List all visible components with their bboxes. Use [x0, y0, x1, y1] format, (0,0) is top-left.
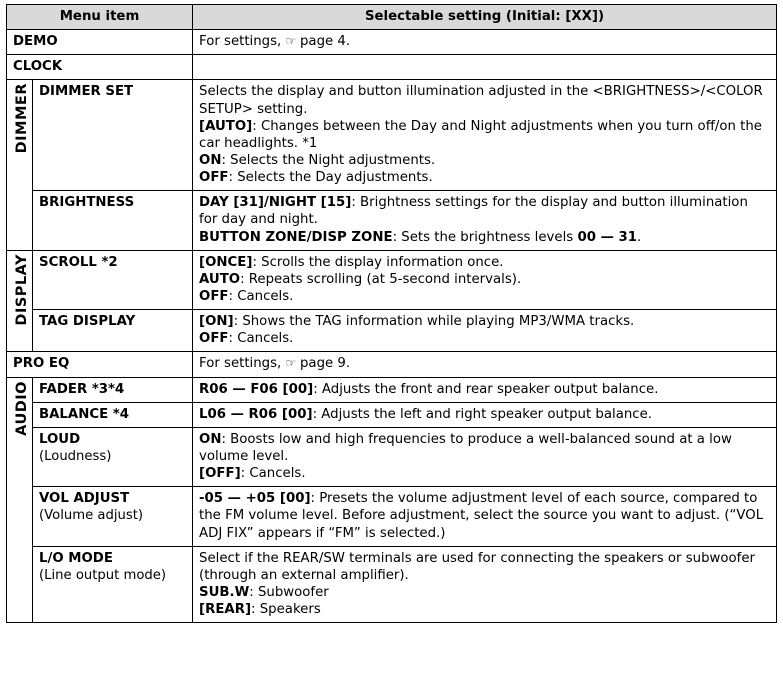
setting-vol-adjust: -05 — +05 [00]: Presets the volume adjustment level of each source, compared to the FM volume level. Before adjustment, select the source you want to adjust. (“VOL ADJ FIX” appears if “FM” is selected.)	[193, 487, 777, 546]
menu-item-label: DEMO	[13, 34, 58, 50]
setting-lo-mode: Select if the REAR/SW terminals are used for connecting the speakers or subwoofer (through an external amplifier). SUB.W: Subwoofer [REAR]: Speakers	[193, 546, 777, 623]
menu-item-sublabel: (Loudness)	[39, 448, 112, 464]
menu-item-label: L/O MODE	[39, 550, 113, 566]
table-header-row	[7, 5, 777, 30]
table-row	[7, 30, 777, 55]
menu-item-label: DIMMER SET	[39, 84, 134, 100]
table-row	[7, 310, 777, 352]
settings-table	[6, 4, 777, 623]
setting-scroll: [ONCE]: Scrolls the display information once. AUTO: Repeats scrolling (at 5-second intervals). OFF: Cancels.	[193, 250, 777, 309]
table-row	[7, 352, 777, 377]
setting-balance: L06 — R06 [00]: Adjusts the left and right speaker output balance.	[193, 402, 777, 427]
menu-item-lo-mode	[33, 546, 193, 623]
table-row	[7, 250, 777, 309]
menu-item-pro-eq	[7, 352, 193, 377]
menu-item-balance	[33, 402, 193, 427]
group-label-text: AUDIO	[14, 380, 30, 436]
menu-item-demo	[7, 30, 193, 55]
table-row	[7, 487, 777, 546]
menu-item-label: BRIGHTNESS	[39, 195, 135, 211]
header-selectable-setting: Selectable setting (Initial: [XX])	[193, 5, 777, 30]
setting-pro-eq: For settings, ☞ page 9.	[193, 352, 777, 377]
menu-item-brightness	[33, 191, 193, 250]
table-row	[7, 80, 777, 191]
menu-item-label: PRO EQ	[13, 356, 70, 372]
table-row	[7, 55, 777, 80]
menu-item-label: TAG DISPLAY	[39, 314, 136, 330]
table-row	[7, 191, 777, 250]
menu-item-label: BALANCE *4	[39, 406, 129, 422]
setting-tag-display: [ON]: Shows the TAG information while playing MP3/WMA tracks. OFF: Cancels.	[193, 310, 777, 352]
menu-item-loud	[33, 427, 193, 486]
menu-item-sublabel: (Line output mode)	[39, 567, 167, 583]
menu-item-label: CLOCK	[13, 59, 63, 75]
menu-item-dimmer-set	[33, 80, 193, 191]
setting-brightness: DAY [31]/NIGHT [15]: Brightness settings for the display and button illumination for day and night. BUTTON ZONE/DISP ZONE: Sets the brightness levels 00 — 31.	[193, 191, 777, 250]
setting-dimmer-set: Selects the display and button illumination adjusted in the <BRIGHTNESS>/<COLOR SETUP> setting. [AUTO]: Changes between the Day and Night adjustments when you turn off/on the car headlights. *1 ON: Selects the Night adjustments. OFF: Selects the Day adjustments.	[193, 80, 777, 191]
menu-item-clock	[7, 55, 193, 80]
menu-item-label: FADER *3*4	[39, 381, 125, 397]
setting-loud: ON: Boosts low and high frequencies to produce a well-balanced sound at a low volume level. [OFF]: Cancels.	[193, 427, 777, 486]
setting-clock	[193, 55, 777, 80]
table-row	[7, 402, 777, 427]
table-row	[7, 427, 777, 486]
group-label-text: DISPLAY	[14, 253, 30, 326]
menu-item-tag-display	[33, 310, 193, 352]
group-label-audio	[7, 377, 33, 623]
header-menu-item: Menu item	[7, 5, 193, 30]
menu-item-label: VOL ADJUST	[39, 491, 130, 507]
setting-demo: For settings, ☞ page 4.	[193, 30, 777, 55]
table-row	[7, 377, 777, 402]
menu-item-vol-adjust	[33, 487, 193, 546]
table-row	[7, 546, 777, 623]
group-label-dimmer	[7, 80, 33, 250]
group-label-display	[7, 250, 33, 352]
menu-item-label: LOUD	[39, 431, 81, 447]
menu-item-fader	[33, 377, 193, 402]
menu-item-scroll	[33, 250, 193, 309]
menu-item-sublabel: (Volume adjust)	[39, 508, 144, 524]
group-label-text: DIMMER	[14, 83, 30, 154]
setting-fader: R06 — F06 [00]: Adjusts the front and rear speaker output balance.	[193, 377, 777, 402]
menu-item-label: SCROLL *2	[39, 254, 118, 270]
